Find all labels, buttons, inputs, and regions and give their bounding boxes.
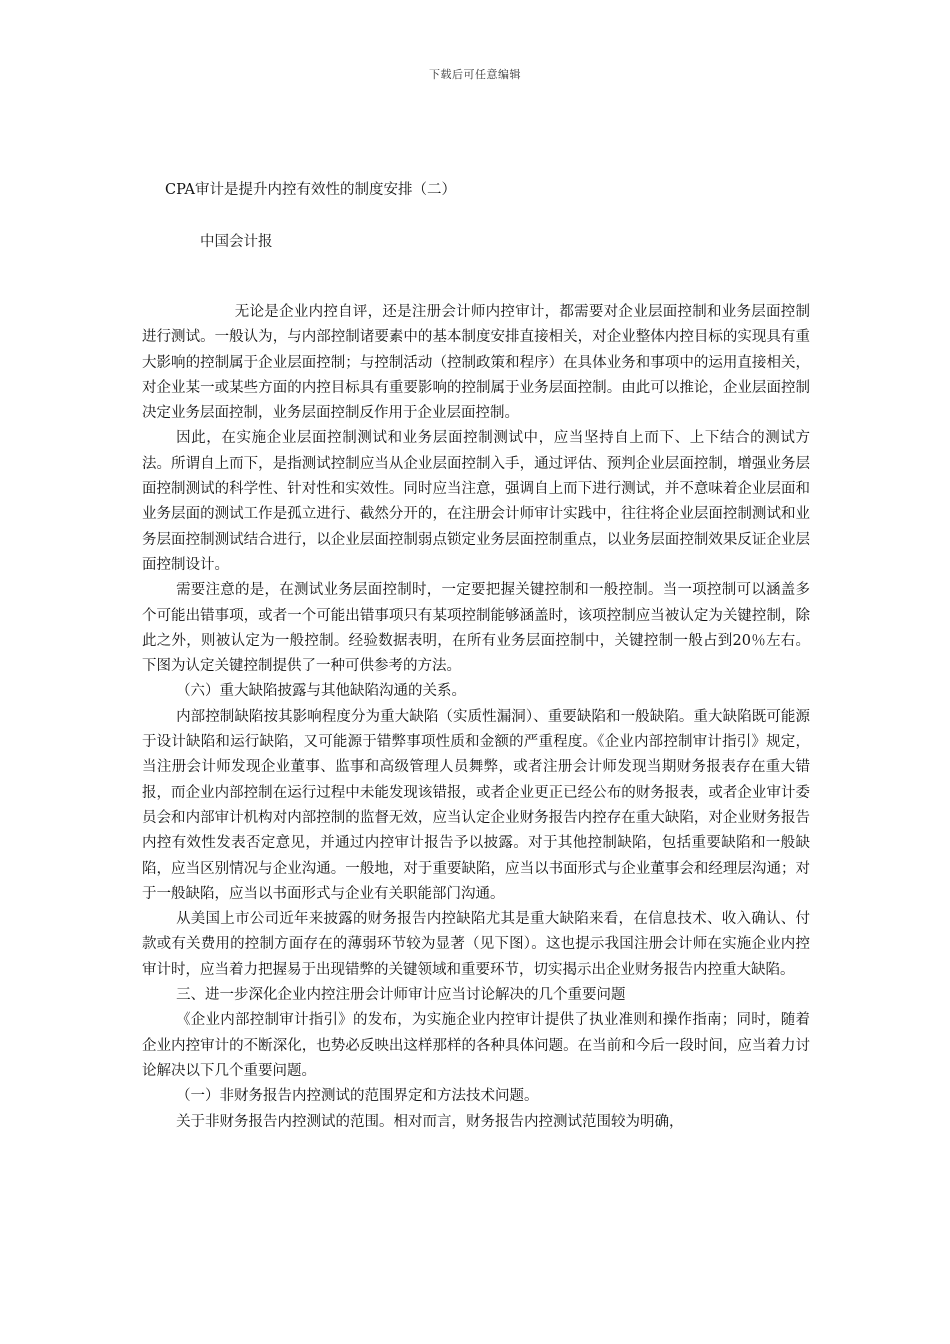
paragraph: 《企业内部控制审计指引》的发布，为实施企业内控审计提供了执业准则和操作指南；同时，随着企业内控审计的不断深化，也势必反映出这样那样的各种具体问题。在当前和今后一段时间，应当着力讨论解决以下几个重要问题。 — [142, 1012, 810, 1079]
document-body — [142, 300, 810, 1135]
section-heading: （一）非财务报告内控测试的范围界定和方法技术问题。 — [176, 1088, 539, 1105]
paragraph: 因此，在实施企业层面控制测试和业务层面控制测试中，应当坚持自上而下、上下结合的测试方法。所谓自上而下，是指测试控制应当从企业层面控制入手，通过评估、预判企业层面控制，增强业务层面控制测试的科学性、针对性和实效性。同时应当注意，强调自上而下进行测试，并不意味着企业层面和业务层面的测试工作是孤立进行、截然分开的，在注册会计师审计实践中，往往将企业层面控制测试和业务层面控制测试结合进行，以企业层面控制弱点锁定业务层面控制重点，以业务层面控制效果反证企业层面控制设计。 — [142, 430, 810, 573]
paragraph: 从美国上市公司近年来披露的财务报告内控缺陷尤其是重大缺陷来看，在信息技术、收入确认、付款或有关费用的控制方面存在的薄弱环节较为显著（见下图）。这也提示我国注册会计师在实施企业内控审计时，应当着力把握易于出现错弊的关键领域和重要环节，切实揭示出企业财务报告内控重大缺陷。 — [142, 911, 810, 978]
page-header-note: 下载后可任意编辑 — [429, 68, 521, 81]
section-heading: 三、进一步深化企业内控注册会计师审计应当讨论解决的几个重要问题 — [176, 987, 626, 1004]
document-title: CPA审计是提升内控有效性的制度安排（二） — [165, 182, 456, 198]
paragraph: 关于非财务报告内控测试的范围。相对而言，财务报告内控测试范围较为明确， — [176, 1113, 684, 1130]
section-heading: （六）重大缺陷披露与其他缺陷沟通的关系。 — [176, 683, 467, 700]
document-source: 中国会计报 — [200, 234, 273, 250]
paragraph: 内部控制缺陷按其影响程度分为重大缺陷（实质性漏洞）、重要缺陷和一般缺陷。重大缺陷既可能源于设计缺陷和运行缺陷，又可能源于错弊事项性质和金额的严重程度。《企业内部控制审计指引》规定，当注册会计师发现企业董事、监事和高级管理人员舞弊，或者注册会计师发现当期财务报表存在重大错报，而企业内部控制在运行过程中未能发现该错报，或者企业更正已经公布的财务报表，或者企业审计委员会和内部审计机构对内部控制的监督无效，应当认定企业财务报告内控存在重大缺陷，对企业财务报告内控有效性发表否定意见，并通过内控审计报告予以披露。对于其他控制缺陷，包括重要缺陷和一般缺陷，应当区别情况与企业沟通。一般地，对于重要缺陷，应当以书面形式与企业董事会和经理层沟通；对于一般缺陷，应当以书面形式与企业有关职能部门沟通。 — [142, 708, 810, 902]
paragraph: 需要注意的是，在测试业务层面控制时，一定要把握关键控制和一般控制。当一项控制可以涵盖多个可能出错事项，或者一个可能出错事项只有某项控制能够涵盖时，该项控制应当被认定为关键控制，除此之外，则被认定为一般控制。经验数据表明，在所有业务层面控制中，关键控制一般占到20％左右。下图为认定关键控制提供了一种可供参考的方法。 — [142, 582, 810, 675]
paragraph: 无论是企业内控自评，还是注册会计师内控审计，都需要对企业层面控制和业务层面控制进行测试。一般认为，与内部控制诸要素中的基本制度安排直接相关，对企业整体内控目标的实现具有重大影响的控制属于企业层面控制；与控制活动（控制政策和程序）在具体业务和事项中的运用直接相关，对企业某一或某些方面的内控目标具有重要影响的控制属于业务层面控制。由此可以推论，企业层面控制决定业务层面控制，业务层面控制反作用于企业层面控制。 — [142, 304, 810, 422]
